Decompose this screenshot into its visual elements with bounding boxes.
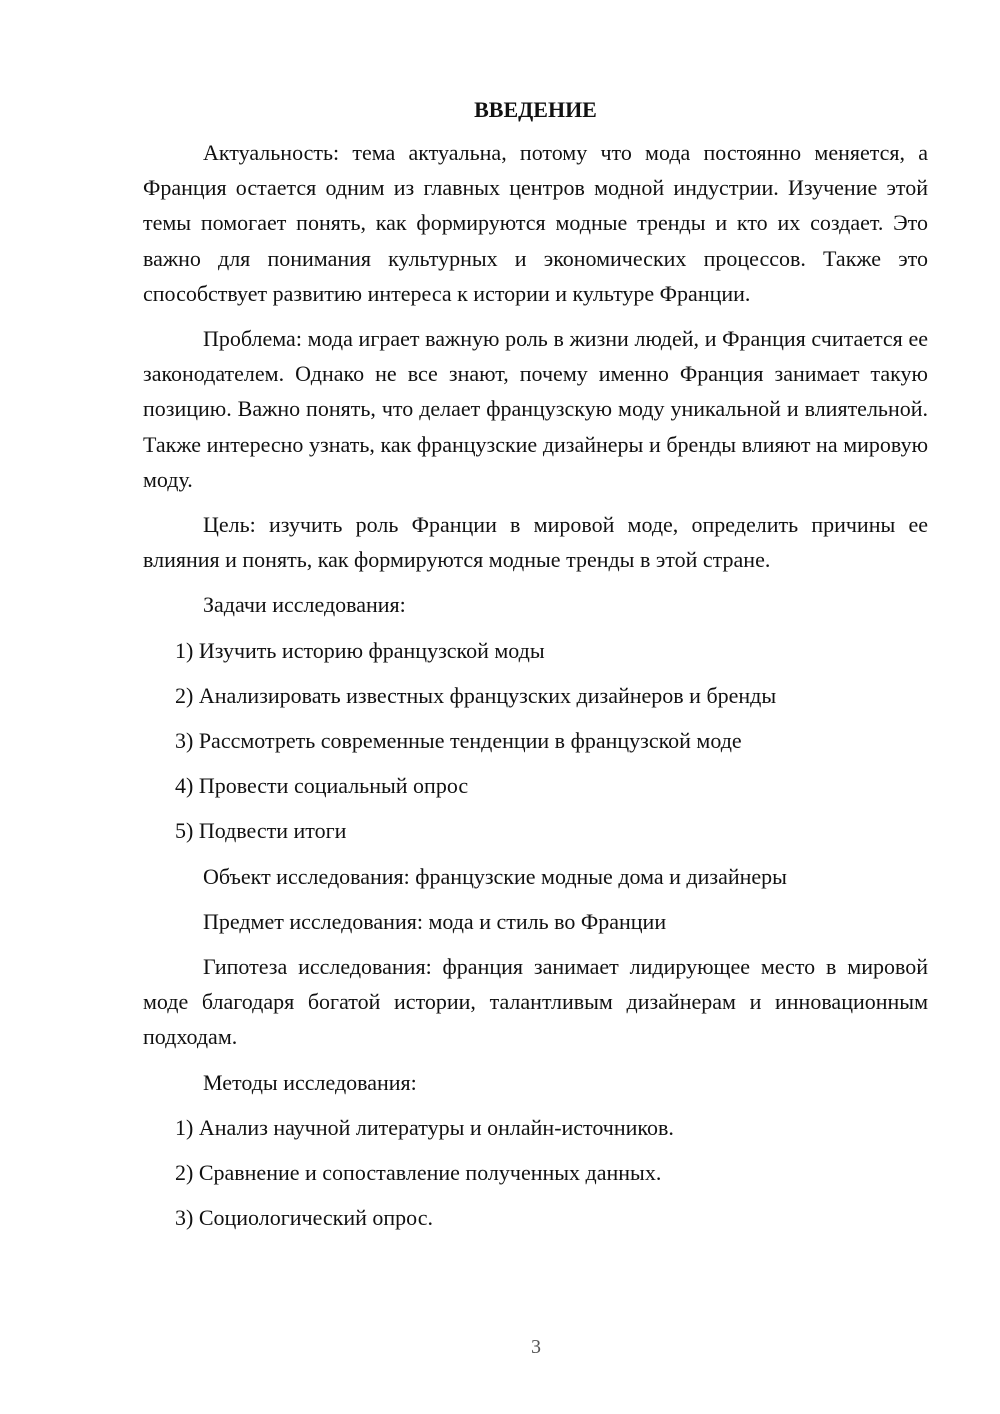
relevance-paragraph: Актуальность: тема актуальна, потому что мода постоянно меняется, а Франция остается одним из главных центров модной индустрии. Изучение этой темы помогает понять, как формируются модные тренды и кто их создает. Это важно для понимания культурных и экономических процессов. Также это способствует развитию интереса к истории и культуре Франции. [143,140,928,306]
page-number: 3 [531,1336,541,1358]
section-title: ВВЕДЕНИЕ [474,97,597,122]
hypothesis-paragraph: Гипотеза исследования: франция занимает лидирующее место в мировой моде благодаря богатой истории, талантливым дизайнерам и инновационным подходам. [143,954,928,1050]
goal-paragraph: Цель: изучить роль Франции в мировой моде, определить причины ее влияния и понять, как формируются модные тренды в этой стране. [143,512,928,573]
tasks-heading: Задачи исследования: [203,592,406,618]
method-item-1: 1) Анализ научной литературы и онлайн-источников. [175,1114,674,1140]
task-item-4: 4) Провести социальный опрос [175,773,469,799]
problem-paragraph: Проблема: мода играет важную роль в жизни людей, и Франция считается ее законодателем. Однако не все знают, почему именно Франция занимает такую позицию. Важно понять, что делает французскую моду уникальной и влиятельной. Также интересно узнать, как французские дизайнеры и бренды влияют на мировую моду. [143,326,928,492]
task-item-2: 2) Анализировать известных французских дизайнеров и бренды [175,682,777,708]
task-item-3: 3) Рассмотреть современные тенденции в французской моде [175,728,742,754]
research-object: Объект исследования: французские модные дома и дизайнеры [203,863,787,889]
method-item-3: 3) Социологический опрос. [175,1205,433,1231]
page-content [143,94,928,1245]
method-item-2: 2) Сравнение и сопоставление полученных данных. [175,1160,662,1186]
research-subject: Предмет исследования: мода и стиль во Франции [203,908,667,934]
task-item-1: 1) Изучить историю французской моды [175,637,545,663]
task-item-5: 5) Подвести итоги [175,818,347,844]
methods-heading: Методы исследования: [203,1069,417,1095]
